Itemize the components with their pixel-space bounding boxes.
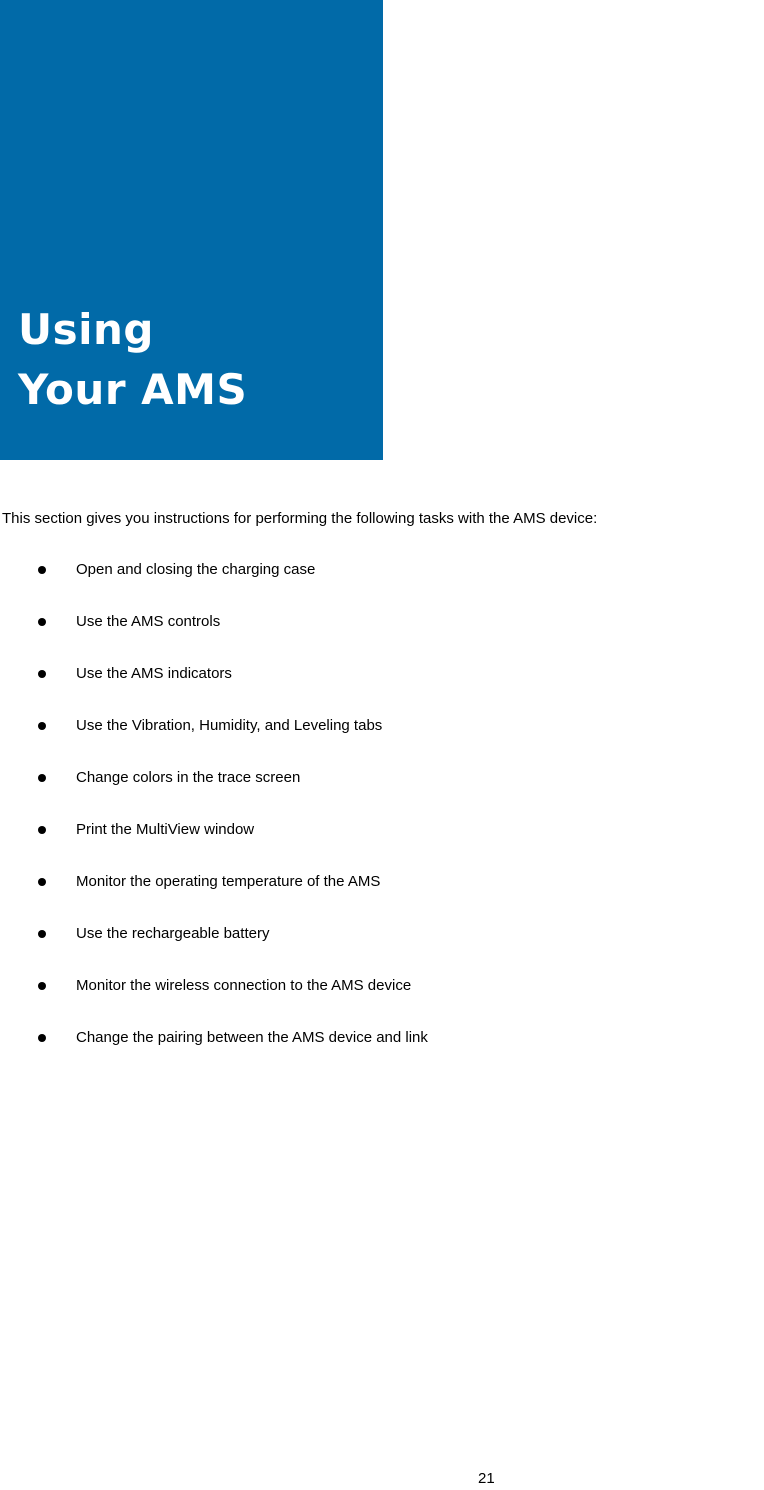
- chapter-title-line-2: Your AMS: [18, 365, 248, 414]
- bullet-icon: [38, 1034, 46, 1042]
- chapter-banner: [0, 0, 383, 460]
- list-item: [0, 1027, 428, 1079]
- bullet-icon: [38, 566, 46, 574]
- task-label: Monitor the operating temperature of the AMS: [76, 873, 381, 890]
- list-item: [0, 767, 428, 819]
- task-label: Use the rechargeable battery: [76, 925, 270, 942]
- list-item: [0, 923, 428, 975]
- bullet-icon: [38, 722, 46, 730]
- page-number: 21: [478, 1470, 495, 1487]
- task-label: Use the AMS controls: [76, 613, 221, 630]
- bullet-icon: [38, 670, 46, 678]
- list-item: [0, 871, 428, 923]
- task-label: Print the MultiView window: [76, 821, 255, 838]
- bullet-icon: [38, 774, 46, 782]
- list-item: [0, 819, 428, 871]
- list-item: [0, 975, 428, 1027]
- task-list: [0, 559, 428, 1079]
- chapter-title-line-1: Using: [18, 305, 154, 354]
- chapter-title: [18, 300, 247, 420]
- intro-paragraph: This section gives you instructions for performing the following tasks with the AMS device:: [2, 510, 598, 527]
- list-item: [0, 663, 428, 715]
- list-item: [0, 715, 428, 767]
- list-item: [0, 559, 428, 611]
- bullet-icon: [38, 930, 46, 938]
- bullet-icon: [38, 878, 46, 886]
- bullet-icon: [38, 982, 46, 990]
- task-label: Monitor the wireless connection to the AMS device: [76, 977, 412, 994]
- task-label: Use the Vibration, Humidity, and Leveling tabs: [76, 717, 383, 734]
- task-label: Change colors in the trace screen: [76, 769, 301, 786]
- task-label: Use the AMS indicators: [76, 665, 232, 682]
- bullet-icon: [38, 826, 46, 834]
- task-label: Open and closing the charging case: [76, 561, 316, 578]
- task-label: Change the pairing between the AMS device and link: [76, 1029, 428, 1046]
- bullet-icon: [38, 618, 46, 626]
- list-item: [0, 611, 428, 663]
